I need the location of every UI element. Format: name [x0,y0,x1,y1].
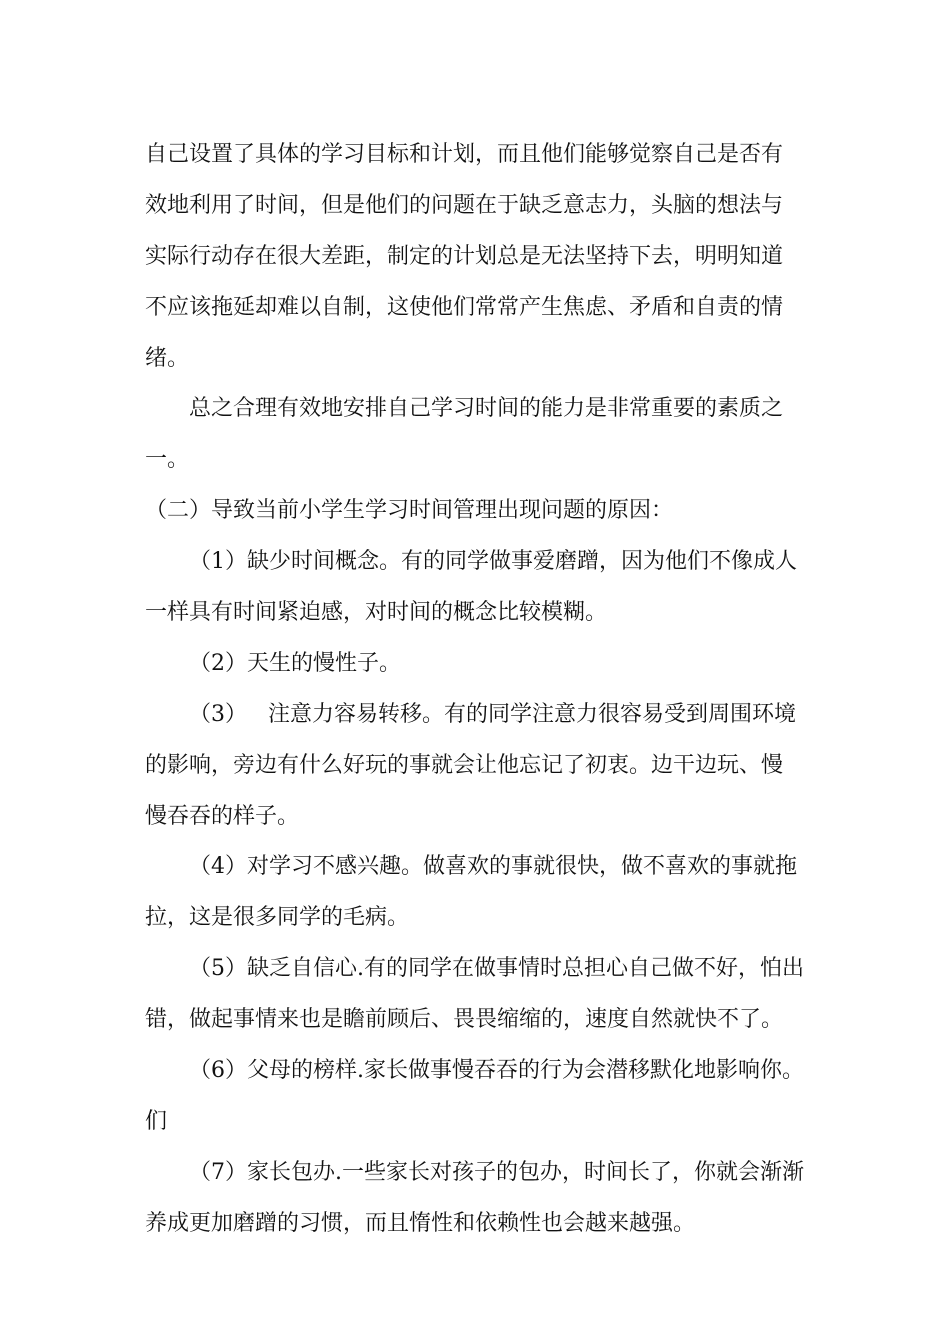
text-line: （7）家长包办.一些家长对孩子的包办，时间长了，你就会渐渐 [189,1159,804,1185]
text-line: 总之合理有效地安排自己学习时间的能力是非常重要的素质之 [189,396,784,422]
text-line: （3） 注意力容易转移。有的同学注意力很容易受到周围环境 [189,701,796,727]
text-line: （4）对学习不感兴趣。做喜欢的事就很快，做不喜欢的事就拖 [189,854,797,880]
text-line: （1）缺少时间概念。有的同学做事爱磨蹭，因为他们不像成人 [189,549,797,575]
text-line: 不应该拖延却难以自制，这使他们常常产生焦虑、矛盾和自责的情 [145,294,784,320]
text-line: （5）缺乏自信心.有的同学在做事情时总担心自己做不好，怕出 [189,956,804,982]
text-line: 一样具有时间紧迫感，对时间的概念比较模糊。 [145,600,608,626]
text-line: 实际行动存在很大差距，制定的计划总是无法坚持下去，明明知道 [145,243,784,269]
text-line: 的影响，旁边有什么好玩的事就会让他忘记了初衷。边干边玩、慢 [145,752,784,778]
text-line: 慢吞吞的样子。 [145,803,300,829]
section-heading: （二）导致当前小学生学习时间管理出现问题的原因： [145,498,674,524]
text-line: 一。 [145,447,190,473]
text-line: 错，做起事情来也是瞻前顾后、畏畏缩缩的，速度自然就快不了。 [145,1007,784,1033]
text-line: 自己设置了具体的学习目标和计划，而且他们能够觉察自己是否有 [145,142,784,167]
text-line: （6）父母的榜样.家长做事慢吞吞的行为会潜移默化地影响你。 [189,1058,804,1084]
text-line: 拉，这是很多同学的毛病。 [145,905,410,931]
text-line: 绪。 [145,345,190,371]
document-body [145,130,815,1250]
text-line: 们 [145,1108,168,1134]
text-line: 效地利用了时间，但是他们的问题在于缺乏意志力，头脑的想法与 [145,192,784,218]
text-line: （2）天生的慢性子。 [189,650,401,676]
text-line: 养成更加磨蹭的习惯，而且惰性和依赖性也会越来越强。 [145,1210,696,1236]
